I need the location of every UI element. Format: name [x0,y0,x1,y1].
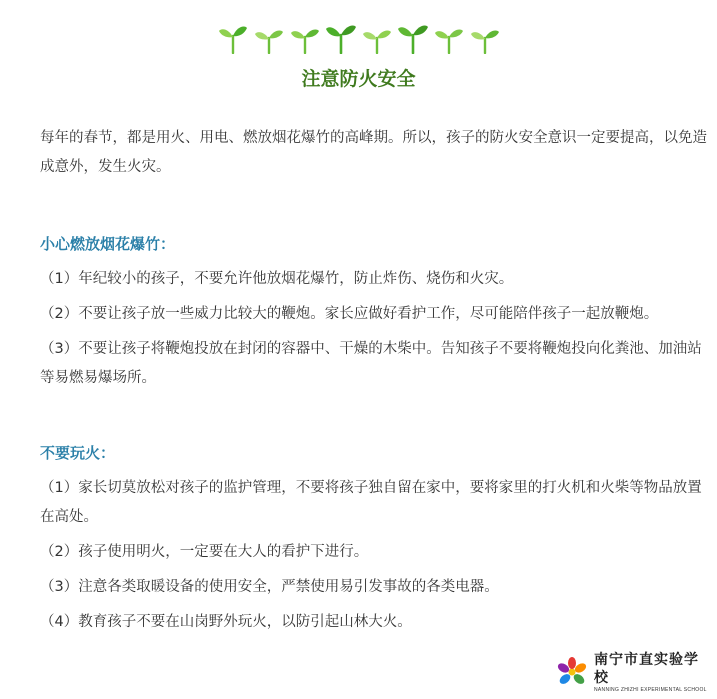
sprout-icon [254,22,284,54]
sprout-icon [290,22,320,54]
sprout-icon [362,22,392,54]
list-item: （3）注意各类取暖设备的使用安全，严禁使用易引发事故的各类电器。 [40,579,499,595]
list-item: （1）年纪较小的孩子，不要允许他放烟花爆竹，防止炸伤、烧伤和火灾。 [40,271,514,287]
article-body [40,124,708,643]
list-item: （3）不要让孩子将鞭炮投放在封闭的容器中、干燥的木柴中。告知孩子不要将鞭炮投向化粪池、加油站等易燃易爆场所。 [40,341,702,386]
sprout-decoration-row [0,22,717,56]
sprout-icon [218,22,248,54]
list-item: （2）不要让孩子放一些威力比较大的鞭炮。家长应做好看护工作，尽可能陪伴孩子一起放鞭炮。 [40,306,659,322]
list-item: （4）教育孩子不要在山岗野外玩火，以防引起山林大火。 [40,614,412,630]
sprout-icon [470,22,500,54]
list-item: （2）孩子使用明火，一定要在大人的看护下进行。 [40,544,369,560]
page-title: 注意防火安全 [301,68,416,90]
sprout-icon [326,22,356,54]
sprout-icon [434,22,464,54]
intro-paragraph: 每年的春节，都是用火、用电、燃放烟花爆竹的高峰期。所以，孩子的防火安全意识一定要提高，以免造成意外，发生火灾。 [40,130,707,175]
section-heading-no-playing-fire: 不要玩火： [40,444,116,462]
section-heading-fireworks: 小心燃放烟花爆竹： [40,235,176,253]
school-emblem-icon [556,656,588,688]
school-name-en: NANNING ZHIZHI EXPERIMENTAL SCHOOL [594,686,707,693]
school-name-cn: 南宁市直实验学校 [594,651,699,686]
school-logo [556,652,712,692]
list-item: （1）家长切莫放松对孩子的监护管理，不要将孩子独自留在家中，要将家里的打火机和火柴等物品放置在高处。 [40,480,702,525]
sprout-icon [398,22,428,54]
